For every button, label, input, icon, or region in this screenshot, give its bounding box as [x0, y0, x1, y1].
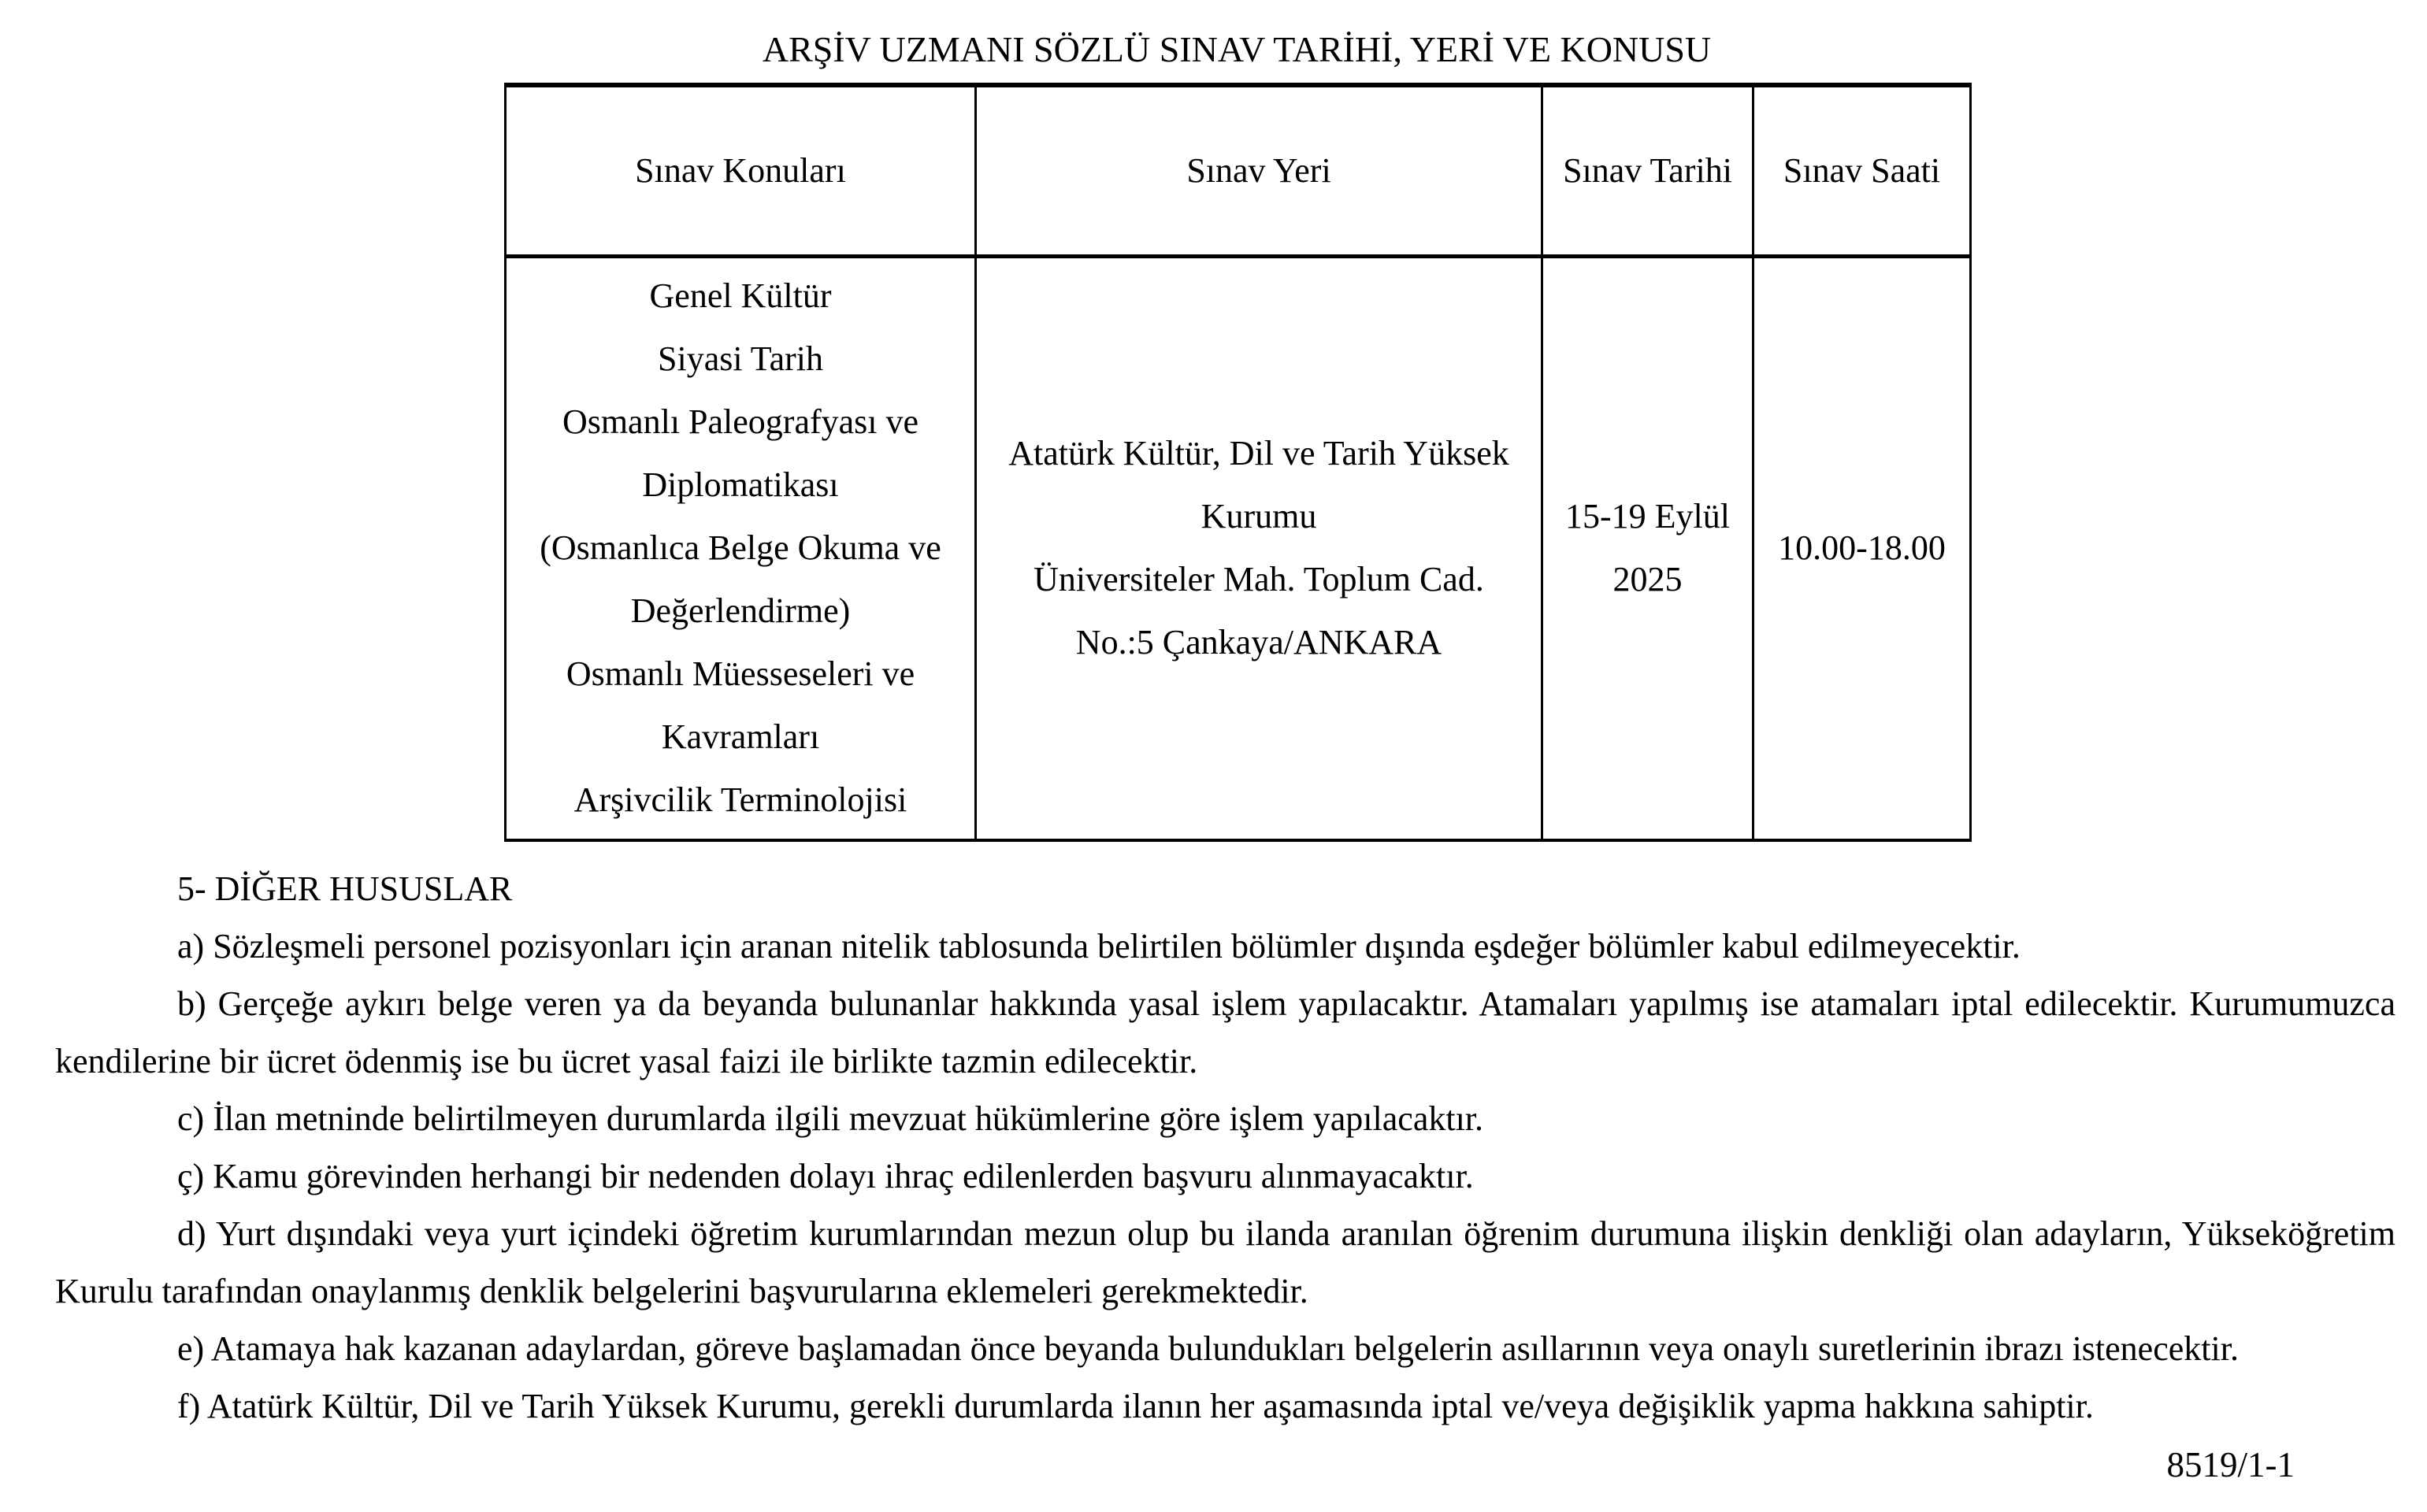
- subject-line: Kavramları: [661, 717, 820, 757]
- date-line: 2025: [1612, 560, 1683, 599]
- cell-exam-place: [976, 256, 1542, 840]
- item-text: Kamu görevinden herhangi bir nedenden dolayı ihraç edilenlerden başvuru alınmayacaktır.: [213, 1157, 1474, 1195]
- time-value: 10.00-18.00: [1778, 528, 1946, 568]
- subject-line: Arşivcilik Terminolojisi: [573, 780, 907, 820]
- provision-item-a: [55, 917, 2395, 975]
- table-header-row: [506, 85, 1971, 256]
- subject-line: Osmanlı Müesseseleri ve: [566, 654, 915, 694]
- provision-item-d: [55, 1205, 2395, 1320]
- subject-line: Osmanlı Paleografyası ve: [562, 402, 919, 442]
- subject-line: Siyasi Tarih: [658, 339, 823, 379]
- provision-item-f: [55, 1377, 2395, 1435]
- column-header-exam-place: Sınav Yeri: [976, 85, 1542, 256]
- column-header-exam-date: Sınav Tarihi: [1542, 85, 1753, 256]
- table-data-row: [506, 256, 1971, 840]
- other-provisions-section: [55, 860, 2395, 1435]
- cell-exam-subjects: [506, 256, 976, 840]
- subject-line: (Osmanlıca Belge Okuma ve: [540, 528, 941, 568]
- cell-exam-time: [1753, 256, 1971, 840]
- item-text: İlan metninde belirtilmeyen durumlarda ilgili mevzuat hükümlerine göre işlem yapılacaktır.: [213, 1099, 1484, 1138]
- provision-item-e: [55, 1320, 2395, 1377]
- item-marker: b): [177, 984, 206, 1023]
- provision-item-c-cedilla: [55, 1147, 2395, 1205]
- provision-item-b: [55, 975, 2395, 1090]
- item-text: Atamaya hak kazanan adaylardan, göreve başlamadan önce beyanda bulundukları belgelerin asıllarının veya onaylı suretlerinin ibrazı istenecektir.: [210, 1329, 2239, 1368]
- venue-line: Üniversiteler Mah. Toplum Cad.: [1034, 560, 1484, 599]
- section-heading: 5- DİĞER HUSUSLAR: [177, 869, 513, 908]
- venue-line: Atatürk Kültür, Dil ve Tarih Yüksek: [1008, 434, 1509, 473]
- item-text: Gerçeğe aykırı belge veren ya da beyanda bulunanlar hakkında yasal işlem yapılacaktır. Atamaları yapılmış ise atamaları iptal edilecektir. Kurumumuzca kendilerine bir ücret ödenmiş ise bu ücret yasal faizi ile birlikte tazmin edilecektir.: [55, 984, 2395, 1080]
- item-marker: e): [177, 1329, 205, 1368]
- date-line: 15-19 Eylül: [1565, 497, 1730, 536]
- subject-line: Değerlendirme): [630, 591, 851, 631]
- item-text: Yurt dışındaki veya yurt içindeki öğretim kurumlarından mezun olup bu ilanda aranılan öğrenim durumuna ilişkin denkliği olan adayların, Yükseköğretim Kurulu tarafından onaylanmış denklik belgelerini başvurularına eklemeleri gerekmektedir.: [55, 1214, 2395, 1310]
- item-text: Atatürk Kültür, Dil ve Tarih Yüksek Kurumu, gerekli durumlarda ilanın her aşamasında iptal ve/veya değişiklik yapma hakkına sahiptir.: [206, 1387, 2094, 1425]
- item-marker: d): [177, 1214, 206, 1253]
- exam-schedule-table: [504, 83, 1972, 842]
- page-title: ARŞİV UZMANI SÖZLÜ SINAV TARİHİ, YERİ VE KONUSU: [762, 29, 1712, 69]
- venue-line: Kurumu: [1201, 497, 1317, 536]
- subject-line: Genel Kültür: [649, 276, 832, 316]
- item-marker: c): [177, 1099, 205, 1138]
- item-marker: f): [177, 1387, 201, 1425]
- subject-line: Diplomatikası: [642, 465, 839, 505]
- cell-exam-date: [1542, 256, 1753, 840]
- column-header-exam-time: Sınav Saati: [1753, 85, 1971, 256]
- item-marker: a): [177, 927, 205, 965]
- column-header-exam-subjects: Sınav Konuları: [506, 85, 976, 256]
- venue-line: No.:5 Çankaya/ANKARA: [1075, 623, 1442, 662]
- item-marker: ç): [177, 1157, 205, 1195]
- provision-item-c: [55, 1090, 2395, 1147]
- document-reference-number: 8519/1-1: [2166, 1445, 2295, 1484]
- item-text: Sözleşmeli personel pozisyonları için aranan nitelik tablosunda belirtilen bölümler dışında eşdeğer bölümler kabul edilmeyecektir.: [213, 927, 2021, 965]
